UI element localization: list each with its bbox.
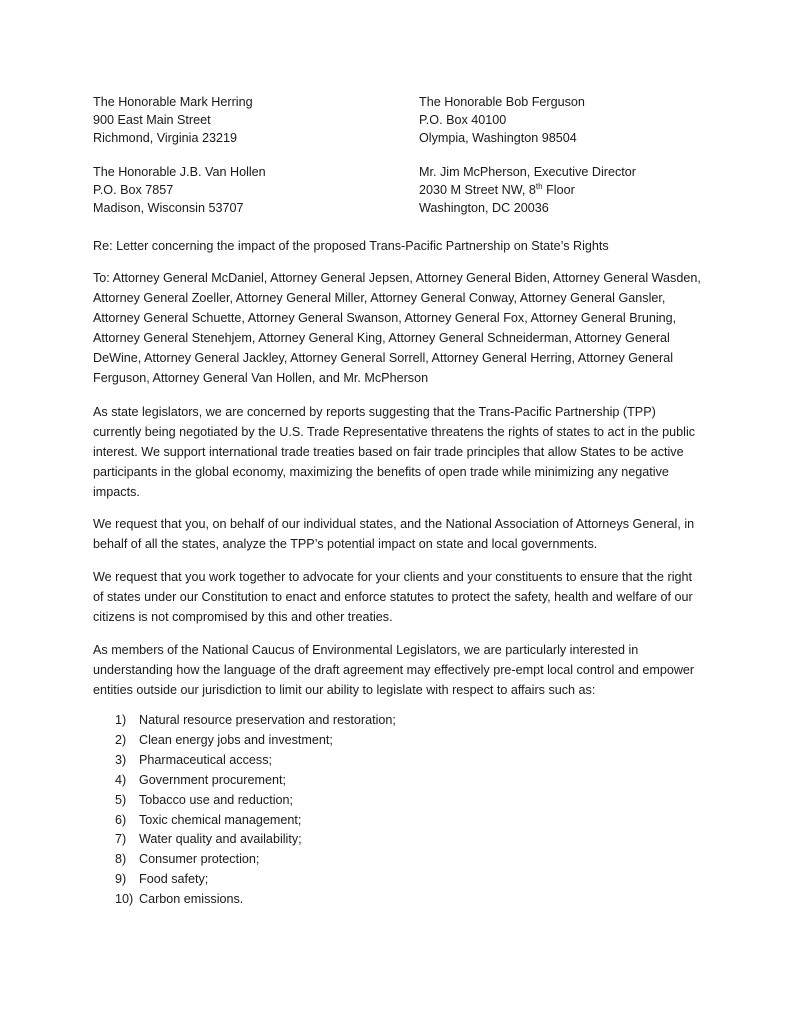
list-item: [93, 751, 396, 771]
list-item: [93, 731, 396, 751]
address-block-van-hollen: [93, 163, 266, 217]
address-city: Olympia, Washington 98504: [419, 131, 577, 145]
address-block-herring: [93, 93, 253, 147]
list-text: Water quality and availability;: [139, 832, 302, 847]
list-text: Pharmaceutical access;: [139, 752, 272, 767]
paragraph-ncel-interest: As members of the National Caucus of Environmental Legislators, we are particularly interested in understanding how the language of the draft agreement may effectively pre-empt local control and empower entities outside our jurisdiction to limit our ability to legislate with respect to affairs such as:: [93, 643, 695, 697]
address-street: P.O. Box 40100: [419, 113, 507, 127]
list-item: [93, 830, 396, 850]
list-text: Government procurement;: [139, 772, 286, 787]
list-text: Natural resource preservation and restoration;: [139, 713, 396, 727]
address-city: Washington, DC 20036: [419, 201, 549, 215]
address-name: Mr. Jim McPherson, Executive Director: [419, 165, 636, 179]
list-text: Clean energy jobs and investment;: [139, 732, 333, 747]
paragraph-concern: As state legislators, we are concerned by reports suggesting that the Trans-Pacific Partnership (TPP) currently being negotiated by the U.S. Trade Representative threatens the rights of states to act in the public interest. We support international trade treaties based on fair trade principles that allow States to be active participants in the global economy, maximizing the benefits of open trade while minimizing any negative impacts.: [93, 405, 696, 499]
list-number: 7): [115, 832, 127, 847]
list-item: [93, 771, 396, 791]
list-number: 10): [115, 892, 134, 907]
list-text: Toxic chemical management;: [139, 812, 302, 827]
paragraph-request-analysis: We request that you, on behalf of our individual states, and the National Association of Attorneys General, in behalf of all the states, analyze the TPP’s potential impact on state and local governments.: [93, 517, 695, 551]
list-number: 2): [115, 732, 127, 747]
re-line: Re: Letter concerning the impact of the proposed Trans-Pacific Partnership on State’s Rights: [93, 239, 609, 253]
list-text: Food safety;: [139, 872, 209, 887]
list-text: Carbon emissions.: [139, 892, 244, 907]
street-suffix: Floor: [542, 183, 575, 197]
list-number: 8): [115, 852, 127, 867]
list-item: [93, 711, 396, 731]
address-city: Madison, Wisconsin 53707: [93, 201, 244, 215]
address-name: The Honorable J.B. Van Hollen: [93, 165, 266, 179]
list-number: 4): [115, 772, 127, 787]
to-line: To: Attorney General McDaniel, Attorney General Jepsen, Attorney General Biden, Attorney General Wasden, Attorney General Zoeller, Attorney General Miller, Attorney General Conway, Attorney General Gansler, Attorney General Schuette, Attorney General Swanson, Attorney General Fox, Attorney General Bruning, Attorney General Stenehjem, Attorney General King, Attorney General Schneiderman, Attorney General DeWine, Attorney General Jackley, Attorney General Sorrell, Attorney General Herring, Attorney General Ferguson, Attorney General Van Hollen, and Mr. McPherson: [93, 271, 701, 385]
list-item: [93, 791, 396, 811]
address-block-mcpherson: [419, 163, 636, 217]
affairs-list: [93, 711, 396, 910]
address-name: The Honorable Mark Herring: [93, 95, 253, 109]
list-text: Consumer protection;: [139, 852, 260, 867]
list-number: 6): [115, 812, 127, 827]
list-number: 9): [115, 872, 127, 887]
address-street: 900 East Main Street: [93, 113, 211, 127]
address-street: [419, 181, 636, 199]
floor-ordinal-superscript: th: [535, 181, 543, 191]
list-item: [93, 811, 396, 831]
address-block-ferguson: [419, 93, 585, 147]
list-item: [93, 870, 396, 890]
address-street: P.O. Box 7857: [93, 183, 174, 197]
paragraph-request-advocacy: We request that you work together to advocate for your clients and your constituents to ensure that the right of states under our Constitution to enact and enforce statutes to protect the safety, health and welfare of our citizens is not compromised by this and other treaties.: [93, 570, 693, 624]
list-item: [93, 890, 396, 910]
list-item: [93, 850, 396, 870]
list-number: 1): [115, 713, 127, 727]
street-prefix: 2030 M Street NW, 8: [419, 183, 536, 197]
list-number: 3): [115, 752, 127, 767]
list-number: 5): [115, 792, 127, 807]
list-text: Tobacco use and reduction;: [139, 792, 294, 807]
address-name: The Honorable Bob Ferguson: [419, 95, 585, 109]
address-city: Richmond, Virginia 23219: [93, 131, 237, 145]
